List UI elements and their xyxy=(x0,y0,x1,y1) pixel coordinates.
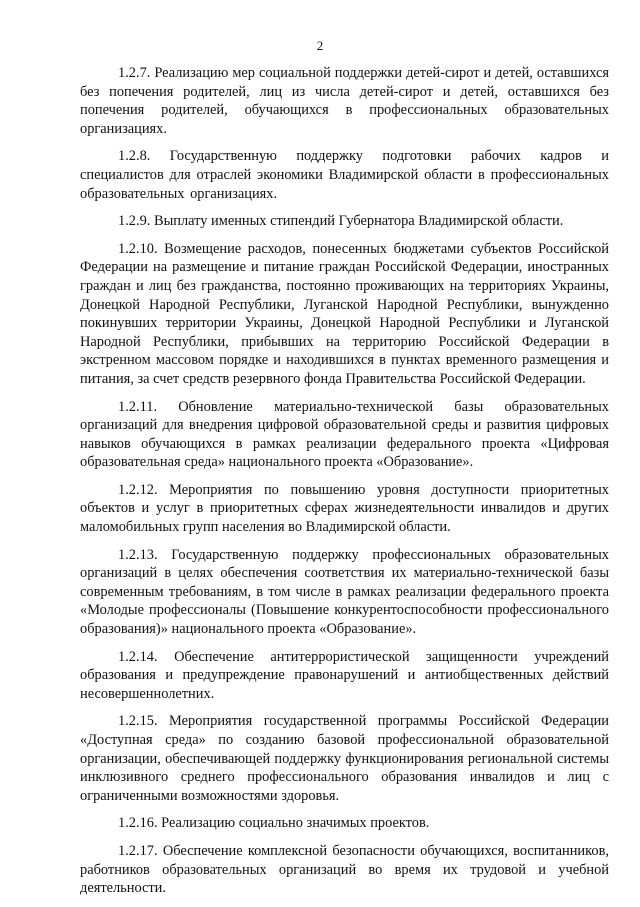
paragraph-1-2-14: 1.2.14. Обеспечение антитеррористической защищенности учреждений образования и предупреждение правонарушений и антиобщественных действий несовершеннолетних. xyxy=(80,648,609,702)
paragraph-1-2-13: 1.2.13. Государственную поддержку профессиональных образовательных организаций в целях обеспечения соответствия их материально-технической базы современным требованиям, в том числе в рамках реализации федерального проекта «Молодые профессионалы (Повышение конкурентоспособности профессионального образования)» национального проекта «Образование». xyxy=(80,546,609,638)
paragraph-1-2-17: 1.2.17. Обеспечение комплексной безопасности обучающихся, воспитанников, работников образовательных организаций во время их трудовой и учебной деятельности. xyxy=(80,842,609,897)
paragraph-1-2-16: 1.2.16. Реализацию социально значимых проектов. xyxy=(118,815,430,832)
document-body xyxy=(80,64,609,907)
paragraph-1-2-15: 1.2.15. Мероприятия государственной программы Российской Федерации «Доступная среда» по созданию базовой профессиональной образовательной организации, обеспечивающей поддержку функционирования региональной системы инклюзивного среднего профессионального образования инвалидов и лиц с ограниченными возможностями здоровья. xyxy=(80,713,609,804)
paragraph-1-2-8: 1.2.8. Государственную поддержку подготовки рабочих кадров и специалистов для отраслей экономики Владимирской области в профессиональных образовательных организациях. xyxy=(80,148,609,202)
paragraph-1-2-10: 1.2.10. Возмещение расходов, понесенных бюджетами субъектов Российской Федерации на размещение и питание граждан Российской Федерации, иностранных граждан и лиц без гражданства, постоянно проживающих на территориях Украины, Донецкой Народной Республики, Луганской Народной Республики, вынужденно покинувших территории Украины, Донецкой Народной Республики и Луганской Народной Республики, прибывших на территорию Российской Федерации в экстренном массовом порядке и находившихся в пунктах временного размещения и питания, за счет средств резервного фонда Правительства Российской Федерации. xyxy=(80,240,609,387)
paragraph-1-2-11: 1.2.11. Обновление материально-технической базы образовательных организаций для внедрения цифровой образовательной среды и развития цифровых навыков обучающихся в рамках реализации федерального проекта «Цифровая образовательная среда» национального проекта «Образование». xyxy=(80,398,609,471)
page-number: 2 xyxy=(316,38,324,53)
paragraph-1-2-7: 1.2.7. Реализацию мер социальной поддержки детей-сирот и детей, оставшихся без попечения родителей, лиц из числа детей-сирот и детей, оставшихся без попечения родителей, обучающихся в профессиональных образовательных организациях. xyxy=(80,65,609,137)
paragraph-1-2-9: 1.2.9. Выплату именных стипендий Губернатора Владимирской области. xyxy=(118,213,564,230)
paragraph-1-2-12: 1.2.12. Мероприятия по повышению уровня доступности приоритетных объектов и услуг в приоритетных сферах жизнедеятельности инвалидов и других маломобильных групп населения во Владимирской области. xyxy=(80,481,609,536)
